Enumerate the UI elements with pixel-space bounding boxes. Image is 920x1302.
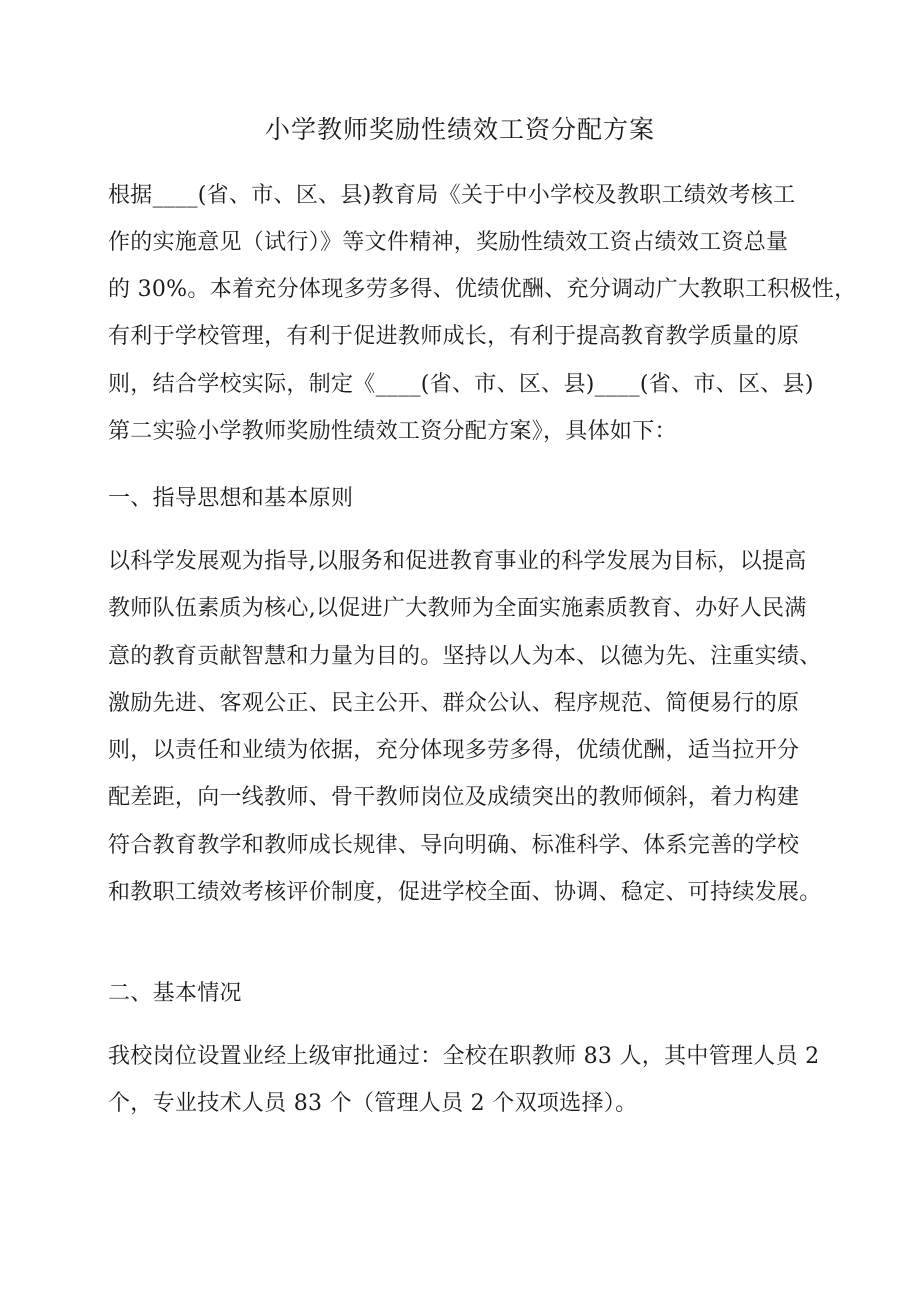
section1-line: 激励先进、客观公正、民主公开、群众公认、程序规范、简便易行的原 xyxy=(108,691,800,716)
section-heading-1: 一、指导思想和基本原则 xyxy=(108,486,354,511)
section1-line: 和教职工绩效考核评价制度，促进学校全面、协调、稳定、可持续发展。 xyxy=(108,880,822,905)
section1-line: 符合教育教学和教师成长规律、导向明确、标准科学、体系完善的学校 xyxy=(108,833,800,858)
intro-line: 则，结合学校实际，制定《____(省、市、区、县)____(省、市、区、县) xyxy=(108,372,814,397)
section2-line: 我校岗位设置业经上级审批通过：全校在职教师 83 人，其中管理人员 2 xyxy=(108,1044,820,1069)
intro-line: 的 30%。本着充分体现多劳多得、优绩优酬、充分调动广大教职工积极性， xyxy=(108,277,857,302)
intro-line: 第二实验小学教师奖励性绩效工资分配方案》，具体如下： xyxy=(108,419,677,444)
section1-line: 以科学发展观为指导,以服务和促进教育事业的科学发展为目标，以提高 xyxy=(108,549,807,574)
page-title: 小学教师奖励性绩效工资分配方案 xyxy=(264,115,655,144)
intro-line: 作的实施意见（试行）》等文件精神，奖励性绩效工资占绩效工资总量 xyxy=(108,230,789,255)
section1-line: 则，以责任和业绩为依据，充分体现多劳多得，优绩优酬，适当拉开分 xyxy=(108,738,800,763)
intro-line: 根据____(省、市、区、县)教育局《关于中小学校及教职工绩效考核工 xyxy=(108,183,796,208)
section1-line: 配差距，向一线教师、骨干教师岗位及成绩突出的教师倾斜，着力构建 xyxy=(108,785,800,810)
section1-line: 教师队伍素质为核心,以促进广大教师为全面实施素质教育、办好人民满 xyxy=(108,596,807,621)
section1-line: 意的教育贡献智慧和力量为目的。坚持以人为本、以德为先、注重实绩、 xyxy=(108,644,822,669)
section-heading-2: 二、基本情况 xyxy=(108,981,242,1006)
section2-line: 个，专业技术人员 83 个（管理人员 2 个双项选择）。 xyxy=(108,1091,638,1116)
intro-line: 有利于学校管理，有利于促进教师成长，有利于提高教育教学质量的原 xyxy=(108,324,800,349)
